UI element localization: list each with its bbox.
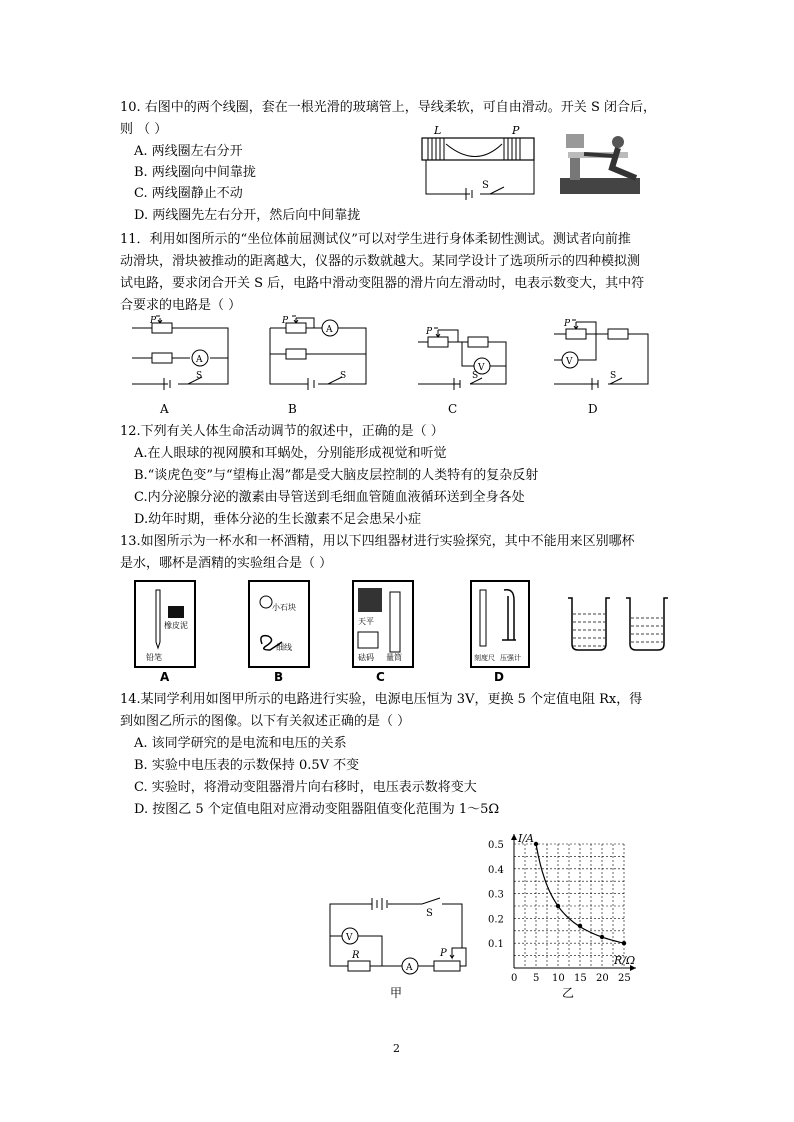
q13-c-item-2: 砝码 xyxy=(358,653,374,662)
q14-fig-jia: 甲 xyxy=(390,986,403,1000)
q13-stem-line1: 13.如图所示为一杯水和一杯酒精，用以下四组器材进行实验探究，其中不能用来区别哪杯 xyxy=(120,534,635,549)
q12-option-a: A.在人眼球的视网膜和耳蜗处，分别能形成视觉和听觉 xyxy=(134,446,447,461)
page-number: 2 xyxy=(393,1042,400,1055)
q14-switch-s: S xyxy=(426,908,433,919)
q11-circuit-c xyxy=(412,324,522,396)
q11-circuit-b xyxy=(262,314,374,396)
q12-option-d: D.幼年时期，垂体分泌的生长激素不足会患呆小症 xyxy=(134,512,422,527)
q10-option-c: C. 两线圈静止不动 xyxy=(134,186,243,201)
y-tick-label: 0.3 xyxy=(488,889,504,901)
data-point xyxy=(578,924,582,928)
q11-c-label-p: P xyxy=(426,327,433,337)
q11-d-label-s: S xyxy=(610,371,617,381)
data-point xyxy=(556,904,560,908)
y-axis-arrow xyxy=(511,834,517,840)
q13-stem-line2: 是水，哪杯是酒精的实验组合是（ ） xyxy=(120,556,333,571)
q11-label-b: B xyxy=(288,402,297,416)
x-tick-label: 5 xyxy=(533,973,540,984)
q11-stem-line2: 动滑块，滑块被推动的距离越大，仪器的示数就越大。某同学设计了选项所示的四种模拟测 xyxy=(120,254,641,269)
q11-circuit-d xyxy=(546,318,656,396)
data-point xyxy=(534,842,538,846)
q13-c-item-1: 天平 xyxy=(358,617,374,626)
q13-card-c-letter: C xyxy=(376,670,385,684)
q11-d-label-p: P xyxy=(564,319,571,329)
q14-fig-yi: 乙 xyxy=(562,986,575,1000)
q14-ammeter: A xyxy=(406,963,413,973)
q13-card-a xyxy=(134,580,196,668)
q10-coil-figure xyxy=(420,124,540,214)
x-tick-label: 25 xyxy=(618,973,631,984)
x-axis-label: R/Ω xyxy=(614,954,636,967)
q13-card-b-letter: B xyxy=(274,670,284,684)
q13-card-a-letter: A xyxy=(160,670,170,684)
data-point xyxy=(600,935,604,939)
q13-card-d-letter: D xyxy=(494,670,504,684)
q14-chart-yi xyxy=(484,828,640,992)
q14-circuit-jia xyxy=(322,896,468,978)
q10-option-b: B. 两线圈向中间靠拢 xyxy=(134,165,256,180)
q13-c-item-3: 量筒 xyxy=(386,653,402,662)
q13-card-c xyxy=(352,580,414,668)
q14-option-b: B. 实验中电压表的示数保持 0.5V 不变 xyxy=(134,758,360,773)
q13-d-item-2: 压强计 xyxy=(500,654,521,662)
q11-label-a: A xyxy=(160,402,169,416)
y-tick-label: 0.1 xyxy=(488,939,504,951)
q13-a-item-1: 橡皮泥 xyxy=(164,621,188,630)
q11-d-voltmeter: V xyxy=(566,357,573,367)
q14-slider-p: P xyxy=(440,948,447,959)
q13-card-d xyxy=(470,580,530,668)
y-tick-label: 0.2 xyxy=(488,914,504,926)
q11-c-voltmeter: V xyxy=(478,363,485,373)
x-tick-label: 15 xyxy=(574,973,587,984)
q11-c-label-s: S xyxy=(472,371,479,381)
q11-label-d: D xyxy=(588,402,598,416)
q12-option-c: C.内分泌腺分泌的激素由导管送到毛细血管随血液循环送到全身各处 xyxy=(134,490,525,505)
q11-b-ammeter: A xyxy=(326,325,333,335)
x-tick-label: 0 xyxy=(511,973,518,984)
q14-option-d: D. 按图乙 5 个定值电阻对应滑动变阻器阻值变化范围为 1～5Ω xyxy=(134,802,500,817)
q11-b-label-s: S xyxy=(340,371,347,381)
q14-stem-line2: 到如图乙所示的图像。以下有关叙述正确的是（ ） xyxy=(120,714,411,729)
q10-option-a: A. 两线圈左右分开 xyxy=(134,144,243,159)
sit-and-reach-photo xyxy=(556,128,644,200)
q11-label-c: C xyxy=(448,402,458,416)
q11-a-ammeter: A xyxy=(196,355,203,365)
q13-a-item-2: 铅笔 xyxy=(146,653,162,662)
q10-label-l: L xyxy=(434,124,442,137)
q11-circuit-a xyxy=(124,314,234,396)
q14-option-c: C. 实验时，将滑动变阻器滑片向右移时，电压表示数将变大 xyxy=(134,780,477,795)
data-point xyxy=(622,941,626,945)
q13-b-item-1: 小石块 xyxy=(272,603,296,612)
q12-option-b: B.“谈虎色变”与“望梅止渴”都是受大脑皮层控制的人类特有的复杂反射 xyxy=(134,468,539,483)
q10-label-s: S xyxy=(482,180,489,191)
q13-beakers xyxy=(564,594,670,652)
q14-option-a: A. 该同学研究的是电流和电压的关系 xyxy=(134,736,347,751)
q13-b-item-2: 细线 xyxy=(276,643,292,652)
q11-stem-line3: 试电路，要求闭合开关 S 后，电路中滑动变阻器的滑片向左滑动时，电表示数变大，其中符 xyxy=(120,276,645,291)
q11-stem-line4: 合要求的电路是（ ） xyxy=(120,298,242,313)
q11-a-label-s: S xyxy=(196,371,203,381)
y-tick-label: 0.4 xyxy=(488,864,504,876)
q10-stem-line2: 则 （ ） xyxy=(120,122,168,137)
q11-b-label-p: P xyxy=(282,316,289,326)
q14-voltmeter: V xyxy=(346,933,353,943)
q10-stem-line1: 10. 右图中的两个线圈，套在一根光滑的玻璃管上，导线柔软，可自由滑动。开关 S 闭合后， xyxy=(120,100,656,115)
q13-d-item-1: 刻度尺 xyxy=(474,654,495,662)
q14-resistor-r: R xyxy=(352,950,360,961)
q12-stem: 12.下列有关人体生命活动调节的叙述中，正确的是（ ） xyxy=(120,424,444,439)
q13-card-b xyxy=(248,580,310,668)
q10-label-p: P xyxy=(512,124,520,137)
x-tick-label: 10 xyxy=(552,973,565,984)
x-tick-label: 20 xyxy=(596,973,609,984)
q14-stem-line1: 14.某同学利用如图甲所示的电路进行实验，电源电压恒为 3V，更换 5 个定值电阻 Rx，得 xyxy=(120,692,643,707)
y-axis-label: I/A xyxy=(518,832,534,845)
q10-option-d: D. 两线圈先左右分开，然后向中间靠拢 xyxy=(134,208,361,223)
y-tick-label: 0.5 xyxy=(488,840,504,851)
q11-stem-line1: 11．利用如图所示的“坐位体前屈测试仪”可以对学生进行身体柔韧性测试。测试者向前推 xyxy=(120,232,631,247)
q11-a-label-p: P xyxy=(150,316,157,326)
